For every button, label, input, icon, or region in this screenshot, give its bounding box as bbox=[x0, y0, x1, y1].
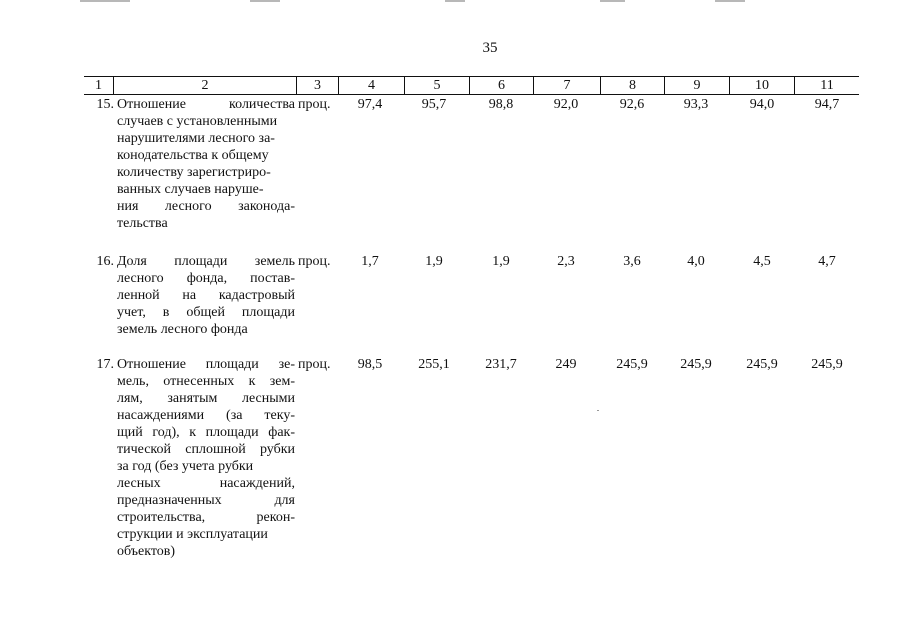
description-line: лесного фонда, постав- bbox=[117, 271, 295, 286]
header-cell: 5 bbox=[404, 77, 469, 94]
header-cell: 8 bbox=[600, 77, 664, 94]
value-cell: 92,0 bbox=[553, 97, 579, 112]
description-line: лям, занятым лесными bbox=[117, 391, 295, 406]
description-line: щий год), к площади фак- bbox=[117, 425, 295, 440]
header-cell: 4 bbox=[338, 77, 404, 94]
unit-label: проц. bbox=[298, 357, 331, 372]
value-cell: 3,6 bbox=[623, 254, 641, 269]
scan-speck bbox=[597, 410, 599, 411]
value-cell: 4,5 bbox=[753, 254, 771, 269]
value-cell: 245,9 bbox=[746, 357, 778, 372]
indicator-description bbox=[117, 356, 295, 560]
header-cell: 11 bbox=[794, 77, 859, 94]
indicator-description bbox=[117, 253, 295, 338]
scan-edge-mark bbox=[445, 0, 465, 2]
value-cell: 4,7 bbox=[818, 254, 836, 269]
description-line: струкции и эксплуатации bbox=[117, 527, 268, 542]
header-cell: 9 bbox=[664, 77, 729, 94]
description-line: предназначенных для bbox=[117, 493, 295, 508]
value-cell: 231,7 bbox=[485, 357, 517, 372]
value-cell: 97,4 bbox=[357, 97, 383, 112]
description-line: ленной на кадастровый bbox=[117, 288, 295, 303]
value-cell: 92,6 bbox=[619, 97, 645, 112]
description-line: ния лесного законода- bbox=[117, 199, 295, 214]
value-cell: 245,9 bbox=[680, 357, 712, 372]
description-line: случаев с установленными bbox=[117, 114, 278, 129]
description-line: конодательства к общему bbox=[117, 148, 269, 163]
value-cell: 245,9 bbox=[616, 357, 648, 372]
value-cell: 98,8 bbox=[488, 97, 514, 112]
description-line: лесных насаждений, bbox=[117, 476, 295, 491]
value-cell: 94,7 bbox=[814, 97, 840, 112]
description-line: объектов) bbox=[117, 544, 176, 559]
value-cell: 249 bbox=[555, 357, 577, 372]
scan-edge-mark bbox=[715, 0, 745, 2]
description-line: тельства bbox=[117, 216, 168, 231]
value-cell: 245,9 bbox=[811, 357, 843, 372]
value-cell: 255,1 bbox=[418, 357, 450, 372]
row-number: 17. bbox=[96, 357, 114, 372]
description-line: мель, отнесенных к зем- bbox=[117, 374, 295, 389]
scan-edge-mark bbox=[250, 0, 280, 2]
row-number: 15. bbox=[96, 97, 114, 112]
description-line: ванных случаев наруше- bbox=[117, 182, 264, 197]
unit-label: проц. bbox=[298, 97, 331, 112]
header-cell: 2 bbox=[113, 77, 296, 94]
header-cell: 10 bbox=[729, 77, 794, 94]
header-cell: 6 bbox=[469, 77, 533, 94]
description-line: насаждениями (за теку- bbox=[117, 408, 295, 423]
scan-edge-mark bbox=[600, 0, 625, 2]
table-row bbox=[84, 356, 859, 566]
description-line: земель лесного фонда bbox=[117, 322, 248, 337]
description-line: количеству зарегистриро- bbox=[117, 165, 271, 180]
header-cell: 1 bbox=[95, 78, 102, 93]
value-cell: 94,0 bbox=[749, 97, 775, 112]
description-line: Отношение площади зе- bbox=[117, 357, 295, 372]
description-line: за год (без учета рубки bbox=[117, 459, 254, 474]
unit-label: проц. bbox=[298, 254, 331, 269]
description-line: нарушителями лесного за- bbox=[117, 131, 275, 146]
description-line: Доля площади земель bbox=[117, 254, 295, 269]
description-line: учет, в общей площади bbox=[117, 305, 295, 320]
value-cell: 1,9 bbox=[425, 254, 443, 269]
scan-edge-mark bbox=[80, 0, 130, 2]
description-line: строительства, рекон- bbox=[117, 510, 295, 525]
page-number: 35 bbox=[482, 40, 498, 56]
table-header-row bbox=[84, 76, 859, 95]
header-cell: 3 bbox=[296, 77, 338, 94]
header-cell: 7 bbox=[533, 77, 600, 94]
description-line: Отношение количества bbox=[117, 97, 295, 112]
description-line: тической сплошной рубки bbox=[117, 442, 295, 457]
value-cell: 93,3 bbox=[683, 97, 709, 112]
table-row bbox=[84, 96, 859, 236]
value-cell: 1,7 bbox=[361, 254, 379, 269]
row-number: 16. bbox=[96, 254, 114, 269]
indicator-description bbox=[117, 96, 295, 232]
value-cell: 1,9 bbox=[492, 254, 510, 269]
value-cell: 2,3 bbox=[557, 254, 575, 269]
value-cell: 4,0 bbox=[687, 254, 705, 269]
value-cell: 98,5 bbox=[357, 357, 383, 372]
table-row bbox=[84, 253, 859, 343]
value-cell: 95,7 bbox=[421, 97, 447, 112]
